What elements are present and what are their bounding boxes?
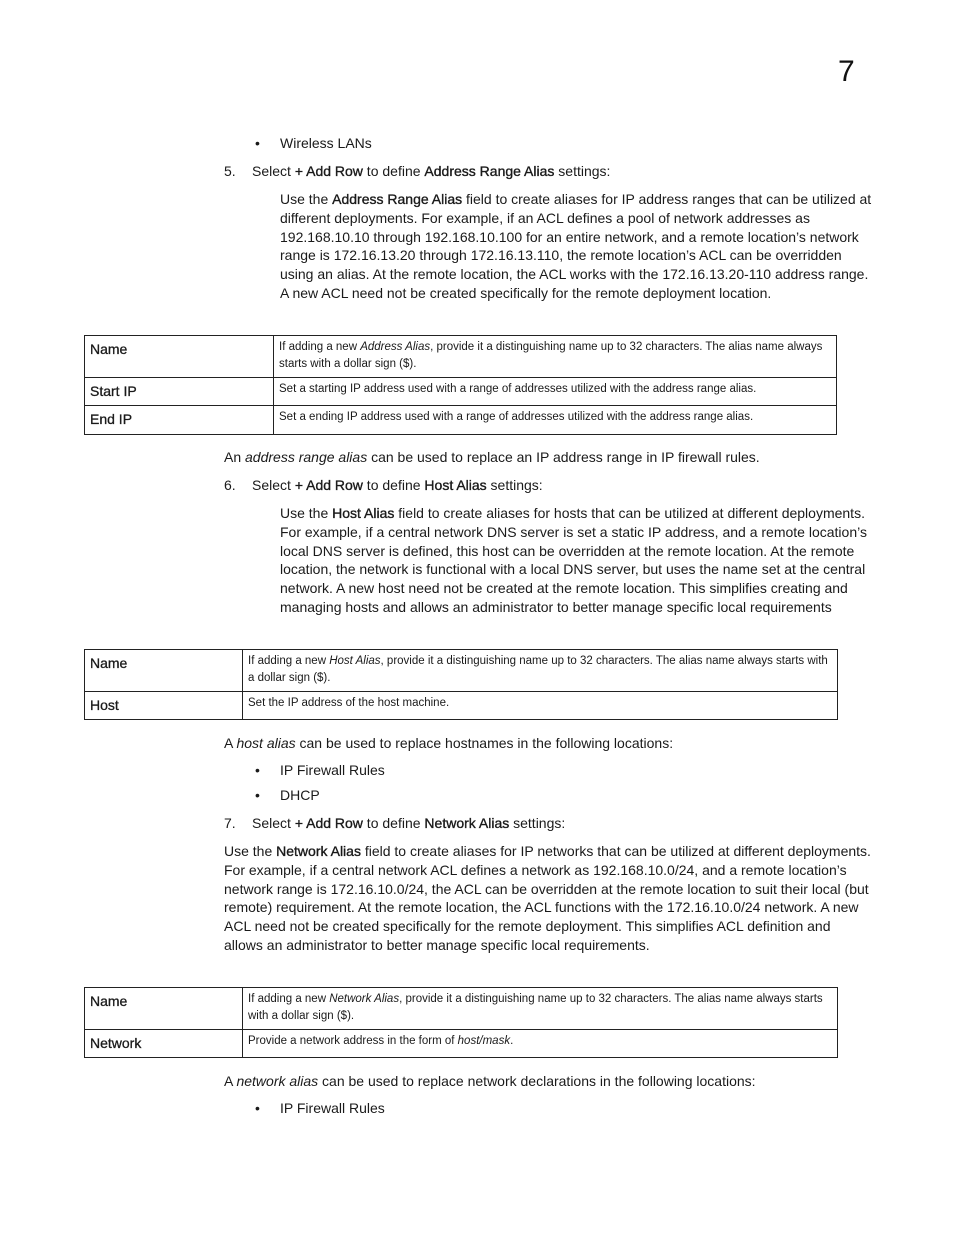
chapter-number: 7 xyxy=(838,55,855,88)
list-item: DHCP xyxy=(280,787,320,803)
step-text: settings: xyxy=(554,163,611,179)
row-description: If adding a new Host Alias, provide it a distinguishing name up to 32 characters. The alias name always starts with a dollar sign ($). xyxy=(243,650,838,692)
row-label: End IP xyxy=(85,406,274,435)
step-number: 5. xyxy=(224,163,236,179)
row-label: Name xyxy=(85,988,243,1030)
step-6-instruction xyxy=(252,476,543,495)
table-row xyxy=(85,692,838,720)
table-row xyxy=(85,406,837,435)
step-text: to define xyxy=(362,163,425,179)
para-text: field to create aliases for hosts that can be utilized at different deployments. For example, if a central network DNS server is set a static IP address, and a remote location’s local DNS server is defined, this host can be overridden at the remote location. At the remote location, the network is functional with a local DNS server, but uses the name set at the central network. A new host need not be created at the remote location. This simplifies creating and managing hosts and allows an administrator to better manage specific local requirements xyxy=(280,505,867,615)
network-alias-table xyxy=(84,987,838,1058)
address-range-table xyxy=(84,335,837,435)
para-text: Use the xyxy=(224,843,277,859)
step-text: to define xyxy=(362,477,425,493)
network-alias-paragraph xyxy=(224,842,872,955)
row-label: Start IP xyxy=(85,378,274,406)
row-label: Name xyxy=(85,650,243,692)
host-alias-table xyxy=(84,649,838,720)
row-description: If adding a new Network Alias, provide it a distinguishing name up to 32 characters. The alias name always starts with a dollar sign ($). xyxy=(243,988,838,1030)
step-number: 7. xyxy=(224,815,236,831)
step-target: Address Range Alias xyxy=(424,163,555,179)
para-text: field to create aliases for IP networks that can be utilized at different deployments. For example, if a central network ACL defines a network as 192.168.10.0/24, and a remote location’s network range is 172.16.10.0/24, the ACL can be overridden at the remote location to suit their local (but remote) requirement. At the remote location, the ACL functions with the 172.16.10.0/24 network. A new ACL need not be created specifically for the remote deployment. This simplifies ACL definition and allows an administrator to better manage specific local requirements. xyxy=(224,843,871,953)
bullet-icon: • xyxy=(255,135,260,151)
host-alias-note: A host alias can be used to replace hostnames in the following locations: xyxy=(224,735,674,751)
bullet-icon: • xyxy=(255,1100,260,1116)
add-row-label: + Add Row xyxy=(294,163,363,179)
add-row-label: + Add Row xyxy=(294,477,363,493)
host-alias-paragraph xyxy=(280,504,872,617)
row-description: Set the IP address of the host machine. xyxy=(243,692,838,720)
list-item: IP Firewall Rules xyxy=(280,762,385,778)
step-text: to define xyxy=(362,815,425,831)
para-text: field to create aliases for IP address ranges that can be utilized at different deployments. For example, if an ACL defines a pool of network addresses as 192.168.10.10 through 192.168.10.100 for an entire network, and a remote location’s network range is 172.16.13.20 through 172.16.13.110, the remote location’s ACL can be overridden using an alias. At the remote location, the ACL works with the 172.16.13.20-110 address range. A new ACL need not be created specifically for the remote deployment location. xyxy=(280,191,872,301)
bullet-icon: • xyxy=(255,762,260,778)
add-row-label: + Add Row xyxy=(294,815,363,831)
step-text: settings: xyxy=(509,815,566,831)
row-description: Provide a network address in the form of host/mask. xyxy=(243,1030,838,1058)
step-number: 6. xyxy=(224,477,236,493)
row-label: Host xyxy=(85,692,243,720)
para-bold: Address Range Alias xyxy=(332,191,463,207)
list-item: IP Firewall Rules xyxy=(280,1100,385,1116)
table-row xyxy=(85,988,838,1030)
step-target: Host Alias xyxy=(424,477,487,493)
row-label: Network xyxy=(85,1030,243,1058)
step-text: Select xyxy=(252,477,295,493)
step-text: Select xyxy=(252,163,295,179)
row-description: If adding a new Address Alias, provide it a distinguishing name up to 32 characters. The alias name always starts with a dollar sign ($). xyxy=(274,336,837,378)
step-text: Select xyxy=(252,815,295,831)
step-text: settings: xyxy=(486,477,543,493)
para-text: Use the xyxy=(280,191,333,207)
list-item: Wireless LANs xyxy=(280,135,372,151)
para-bold: Network Alias xyxy=(276,843,361,859)
step-7-instruction xyxy=(252,814,565,833)
table-row xyxy=(85,336,837,378)
row-label: Name xyxy=(85,336,274,378)
para-text: Use the xyxy=(280,505,333,521)
row-description: Set a starting IP address used with a range of addresses utilized with the address range alias. xyxy=(274,378,837,406)
para-bold: Host Alias xyxy=(332,505,395,521)
step-target: Network Alias xyxy=(424,815,510,831)
table-row xyxy=(85,1030,838,1058)
step-5-instruction xyxy=(252,162,610,181)
address-alias-note: An address range alias can be used to replace an IP address range in IP firewall rules. xyxy=(224,449,760,465)
network-alias-note: A network alias can be used to replace network declarations in the following locations: xyxy=(224,1073,756,1089)
address-range-paragraph xyxy=(280,190,872,303)
row-description: Set a ending IP address used with a range of addresses utilized with the address range alias. xyxy=(274,406,837,435)
bullet-icon: • xyxy=(255,787,260,803)
table-row xyxy=(85,378,837,406)
table-row xyxy=(85,650,838,692)
